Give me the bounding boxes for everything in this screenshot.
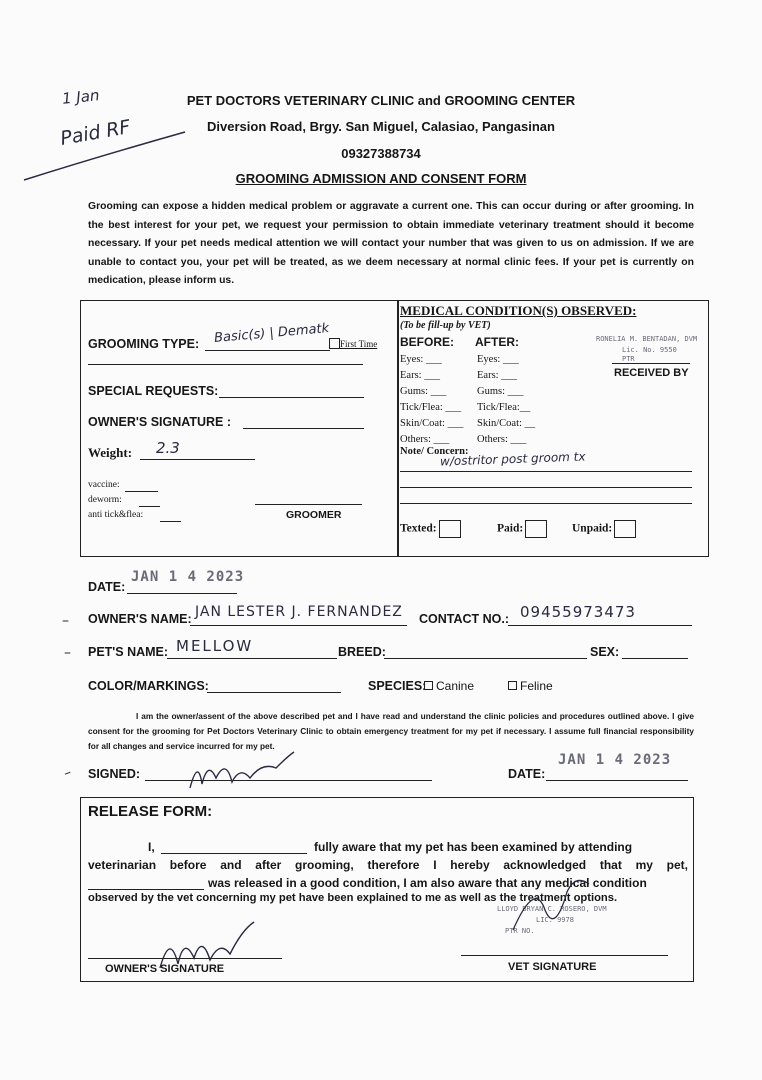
note-value: w/ostritor post groom tx xyxy=(439,449,586,469)
breed-field[interactable] xyxy=(384,658,587,659)
received-by-line xyxy=(612,363,690,364)
intro-paragraph: Grooming can expose a hidden medical problem or aggravate a current one. This can occur during or after grooming. In the best interest for your pet, we request your permission to obtain immediate veterinary treatment should it become necessary. If your pet needs medical attention we will contact your number that was given to us on admission. If we are unable to contact you, your pet will be treated, as we deem necessary at normal clinic fees. If your pet is currently on medication, please inform us. xyxy=(88,201,694,286)
deworm-label: deworm: xyxy=(88,495,122,505)
medical-subtitle: (To be fill-up by VET) xyxy=(400,320,491,331)
before-label: BEFORE: xyxy=(400,335,454,349)
texted-field[interactable]: Texted: xyxy=(400,520,461,538)
contact-label: CONTACT NO.: xyxy=(419,612,510,626)
vaccine-label: vaccine: xyxy=(88,480,120,490)
tick-mark-owner: – xyxy=(62,613,69,629)
before-gums[interactable]: Gums: ___ xyxy=(400,386,447,397)
anti-tick-label: anti tick&flea: xyxy=(88,510,144,520)
owner-name-value: JAN LESTER J. FERNANDEZ xyxy=(195,604,403,620)
release-i-label: I, xyxy=(148,840,155,854)
clinic-name: PET DOCTORS VETERINARY CLINIC and GROOMING CENTER xyxy=(186,93,576,108)
sex-label: SEX: xyxy=(590,645,620,659)
canine-option[interactable]: Canine xyxy=(424,679,474,693)
after-ears[interactable]: Ears: ___ xyxy=(477,370,517,381)
after-skin-coat[interactable]: Skin/Coat: __ xyxy=(477,418,536,429)
release-owner-signature-label: OWNER'S SIGNATURE xyxy=(105,963,225,975)
medical-title: MEDICAL CONDITION(S) OBSERVED: xyxy=(400,303,637,318)
consent-paragraph: I am the owner/assent of the above described pet and I have read and understand the clinic policies and procedures outlined above. I give consent for the grooming for Pet Doctors Veterinary Clinic to obtain emergency treatment for my pet if necessary. I assume full financial responsibility for all changes and service incurred for my pet. xyxy=(88,711,694,751)
pet-name-field[interactable] xyxy=(167,658,337,659)
special-requests-field[interactable] xyxy=(219,397,364,398)
signed-date-label: DATE: xyxy=(508,767,546,781)
note-line-2[interactable] xyxy=(400,487,692,488)
feline-option[interactable]: Feline xyxy=(508,679,553,693)
after-tick-flea[interactable]: Tick/Flea:__ xyxy=(477,402,531,413)
owner-signature-scribble xyxy=(180,748,300,798)
after-label: AFTER: xyxy=(475,335,519,349)
vet-signature-scribble xyxy=(505,870,595,940)
after-items xyxy=(477,352,535,448)
species-label: SPECIES: xyxy=(368,679,427,693)
release-owner-name-field[interactable] xyxy=(161,853,307,854)
before-eyes[interactable]: Eyes: ___ xyxy=(400,354,442,365)
grooming-type-line2 xyxy=(88,364,363,365)
signed-date-field[interactable] xyxy=(546,780,688,781)
after-others[interactable]: Others: ___ xyxy=(477,434,527,445)
color-label: COLOR/MARKINGS: xyxy=(88,679,209,693)
breed-label: BREED: xyxy=(338,645,386,659)
release-text-4: observed by the vet concerning my pet have been explained to me as well as the treatment options. xyxy=(88,892,618,904)
feline-checkbox[interactable] xyxy=(508,681,517,690)
received-by-label: RECEIVED BY xyxy=(614,367,689,379)
vet-stamp-name: RONELIA M. BENTADAN, DVM xyxy=(596,335,698,343)
contact-field[interactable] xyxy=(508,625,692,626)
owner-name-field[interactable] xyxy=(190,625,407,626)
special-requests-label: SPECIAL REQUESTS: xyxy=(88,384,219,398)
sex-field[interactable] xyxy=(622,658,688,659)
deworm-field[interactable] xyxy=(139,506,160,507)
signed-date-value: JAN 1 4 2023 xyxy=(558,752,672,768)
weight-field[interactable] xyxy=(140,459,255,460)
pet-name-value: MELLOW xyxy=(176,637,254,655)
release-text-1: fully aware that my pet has been examined by attending xyxy=(314,840,633,854)
before-skin-coat[interactable]: Skin/Coat: ___ xyxy=(400,418,464,429)
weight-value: 2.3 xyxy=(156,439,180,457)
owners-signature-label: OWNER'S SIGNATURE : xyxy=(88,415,232,429)
grooming-type-field[interactable] xyxy=(205,350,330,351)
paid-checkbox[interactable] xyxy=(525,520,547,538)
before-items xyxy=(400,352,463,448)
clinic-phone: 09327388734 xyxy=(341,146,421,161)
vet-stamp-ptr: PTR xyxy=(622,355,635,363)
margin-note-paid: Paid RF xyxy=(58,116,132,150)
admission-date-field[interactable] xyxy=(127,593,237,594)
release-vet-signature-line[interactable] xyxy=(461,955,668,956)
note-line-1[interactable] xyxy=(400,471,692,472)
release-pet-name-field[interactable] xyxy=(88,889,204,890)
release-vet-stamp-name: LLOYD BRYAN C. ROSERO, DVM xyxy=(497,905,607,913)
unpaid-checkbox[interactable] xyxy=(614,520,636,538)
texted-checkbox[interactable] xyxy=(439,520,461,538)
form-title: GROOMING ADMISSION AND CONSENT FORM xyxy=(235,171,527,186)
paid-field[interactable]: Paid: xyxy=(497,520,547,538)
first-time-checkbox[interactable] xyxy=(329,338,340,349)
canine-checkbox[interactable] xyxy=(424,681,433,690)
tick-mark-signed: – xyxy=(61,764,74,782)
note-line-3[interactable] xyxy=(400,503,692,504)
weight-label: Weight: xyxy=(88,445,133,460)
unpaid-field[interactable]: Unpaid: xyxy=(572,520,636,538)
release-vet-signature-label: VET SIGNATURE xyxy=(508,961,597,973)
before-tick-flea[interactable]: Tick/Flea: ___ xyxy=(400,402,462,413)
after-gums[interactable]: Gums: ___ xyxy=(477,386,524,397)
first-time-label: First Time xyxy=(340,339,378,349)
release-vet-stamp-ptr: PTR NO. xyxy=(505,927,535,935)
clinic-address: Diversion Road, Brgy. San Miguel, Calasiao, Pangasinan xyxy=(207,119,555,134)
release-title: RELEASE FORM: xyxy=(88,803,213,820)
grooming-type-value: Basic(s) | Dematk xyxy=(213,321,330,346)
release-owner-signature-line[interactable] xyxy=(88,958,282,959)
before-others[interactable]: Others: ___ xyxy=(400,434,450,445)
owners-signature-field[interactable] xyxy=(243,428,364,429)
anti-tick-field[interactable] xyxy=(160,521,181,522)
pet-name-label: PET'S NAME: xyxy=(88,645,169,659)
color-field[interactable] xyxy=(207,692,341,693)
groomer-signature-line[interactable] xyxy=(255,504,362,505)
contact-value: 09455973473 xyxy=(520,603,636,621)
owner-name-label: OWNER'S NAME: xyxy=(88,612,192,626)
release-text-2: veterinarian before and after grooming, therefore I hereby acknowledged that my pet, xyxy=(88,858,688,872)
admission-date-label: DATE: xyxy=(88,580,126,594)
admission-date-value: JAN 1 4 2023 xyxy=(131,569,245,585)
margin-note-date: 1 Jan xyxy=(61,86,101,108)
grooming-type-label: GROOMING TYPE: xyxy=(88,337,200,351)
vet-stamp-lic: Lic. No. 9550 xyxy=(622,346,677,354)
release-text-3: was released in a good condition, I am also aware that any medical condition xyxy=(208,876,647,890)
before-ears[interactable]: Ears: ___ xyxy=(400,370,440,381)
tick-mark-pet: – xyxy=(64,645,71,661)
note-label: Note/ Concern: xyxy=(400,446,469,457)
signed-label: SIGNED: xyxy=(88,767,141,781)
release-vet-stamp-lic: LIC. 9978 xyxy=(536,916,574,924)
after-eyes[interactable]: Eyes: ___ xyxy=(477,354,519,365)
groomer-label: GROOMER xyxy=(286,509,342,521)
vaccine-field[interactable] xyxy=(125,491,158,492)
